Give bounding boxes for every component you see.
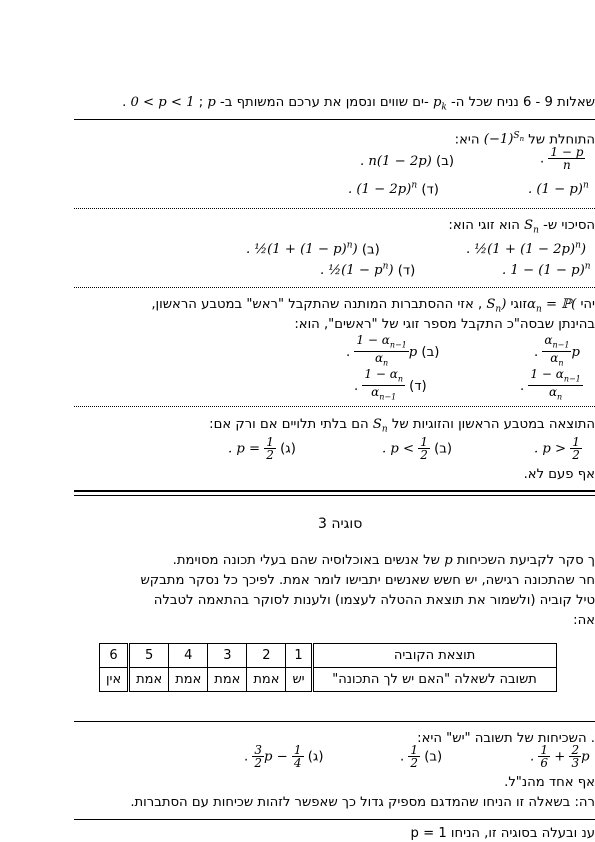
- q8-option-d: . $\frac{1 - \alpha_n}{\alpha_{n-1}}$ (ד): [354, 367, 427, 402]
- table-cell: אמת: [208, 668, 247, 692]
- q7-option-d: . ½(1 − $p^n$) (ד): [320, 262, 416, 279]
- q10-option-a: . $\frac{1}{6}$ + $\frac{2}{3}$ p: [530, 743, 590, 770]
- q9-option-b: . p < $\frac{1}{2}$ (ב): [382, 435, 453, 462]
- q6-option-b: . n(1 − 2p) (ב): [360, 154, 454, 169]
- paragraph-line-4: אה:: [573, 613, 595, 628]
- intro-line: שאלות 9 - 6 נניח שכל ה- $p_k$ -ים שווים ונסמן את ערכם המשותף ב- p ; 0 < p < 1 .: [122, 95, 595, 113]
- table-cell: 1: [286, 644, 312, 668]
- table-header-answer: תשובה לשאלה "האם יש לך התכונה": [312, 668, 556, 692]
- dice-table: [99, 643, 557, 692]
- q8-stem-line-2: בהינתן שבסה"כ התקבל מספר זוגי של "ראשים", הוא:: [294, 317, 595, 332]
- paragraph-line-1: ך סקר לקביעת השכיחות p של אנשים באוכלוסיה שהם בעלי תכונה מסוימת.: [172, 553, 595, 568]
- table-cell: יש: [286, 668, 312, 692]
- bottom-partial-line: ענ ובעלה בסוגיה זו, הניחו p = 1: [410, 826, 595, 841]
- q9-option-e: אף פעם לא.: [523, 467, 595, 482]
- q6-option-d: . $(1 - 2p)^n$ (ד): [348, 181, 439, 198]
- q8-stem-line-1: יהי $\alpha_n$ = ℙ(זוגי $S_n$) , אזי ההסתברות המותנה שהתקבל "ראש" במטבע הראשון,: [151, 297, 595, 315]
- section-title: סוגיה 3: [318, 516, 363, 532]
- q9-stem: התוצאה במטבע הראשון והזוגיות של $S_n$ הם בלתי תלויים אם ורק אם:: [209, 417, 595, 435]
- table-cell: 3: [208, 644, 247, 668]
- table-row: [100, 668, 557, 692]
- q6-option-c: . $(1 - p)^n$: [528, 181, 589, 198]
- rule: [74, 119, 595, 120]
- q6-option-a: . $\frac{1 - p}{n}$: [540, 145, 584, 172]
- q8-option-b: . $\frac{1 - \alpha_{n-1}}{\alpha_n}$ p (ב): [346, 333, 440, 368]
- dotted-separator: [74, 208, 595, 209]
- dotted-separator: [74, 287, 595, 288]
- q8-option-c: . $\frac{1 - \alpha_{n-1}}{\alpha_n}$: [520, 367, 581, 402]
- paragraph-line-3: טיל קוביה (ולשמור את תוצאת ההטלה לעצמו) ולענות לסוקר בהתאמה לטבלה: [153, 593, 595, 608]
- table-cell: אמת: [247, 668, 286, 692]
- table-cell: 6: [100, 644, 129, 668]
- intro-text-start: שאלות 9 - 6 נניח שכל ה-: [446, 95, 595, 110]
- dotted-separator: [74, 406, 595, 407]
- q9-option-c: . p = $\frac{1}{2}$ (ג): [228, 435, 296, 462]
- q10-option-b: . $\frac{1}{2}$ (ב): [400, 743, 443, 770]
- q7-stem: הסיכוי ש- $S_n$ הוא זוגי הוא:: [448, 218, 595, 236]
- table-cell: אמת: [169, 668, 208, 692]
- paragraph-line-2: חר שהתכונה רגישה, יש חשש שאנשים יתבישו לומר אמת. לפיכך כל נסקר מתבקש: [140, 573, 595, 588]
- table-header-die-result: תוצאת הקוביה: [312, 644, 556, 668]
- q10-option-c: . $\frac{3}{2}$ p − $\frac{1}{4}$ (ג): [244, 743, 324, 770]
- table-cell: אין: [100, 668, 129, 692]
- q7-option-a: . ½(1 + $(1 - 2p)^n$): [466, 241, 587, 258]
- table-cell: 4: [169, 644, 208, 668]
- q7-option-c: . $1 - (1 - p)^n$: [502, 262, 591, 279]
- table-cell: 5: [129, 644, 169, 668]
- q7-option-b: . ½(1 + $(1 - p)^n$) (ב): [246, 241, 380, 258]
- q6-stem: התוחלת של $(-1)^{S_n}$ היא:: [454, 131, 595, 148]
- q8-option-a: . $\frac{\alpha_{n-1}}{\alpha_n}$ p: [534, 333, 580, 368]
- table-cell: 2: [247, 644, 286, 668]
- note: רה: בשאלה זו הניחו שהמדגם מספיק גדול כך שאפשר לזהות שכיחות עם הסתברות.: [130, 795, 595, 810]
- rule: [74, 819, 595, 820]
- answer-table: [99, 643, 557, 692]
- q9-option-a: . p > $\frac{1}{2}$: [534, 435, 580, 462]
- q10-option-e: אף אחד מהנ"ל.: [504, 775, 595, 790]
- rule: [74, 721, 595, 722]
- table-row: [100, 644, 557, 668]
- table-cell: אמת: [129, 668, 169, 692]
- section-double-rule: [74, 490, 595, 496]
- q10-stem: . השכיחות של תשובה "יש" היא:: [417, 731, 595, 746]
